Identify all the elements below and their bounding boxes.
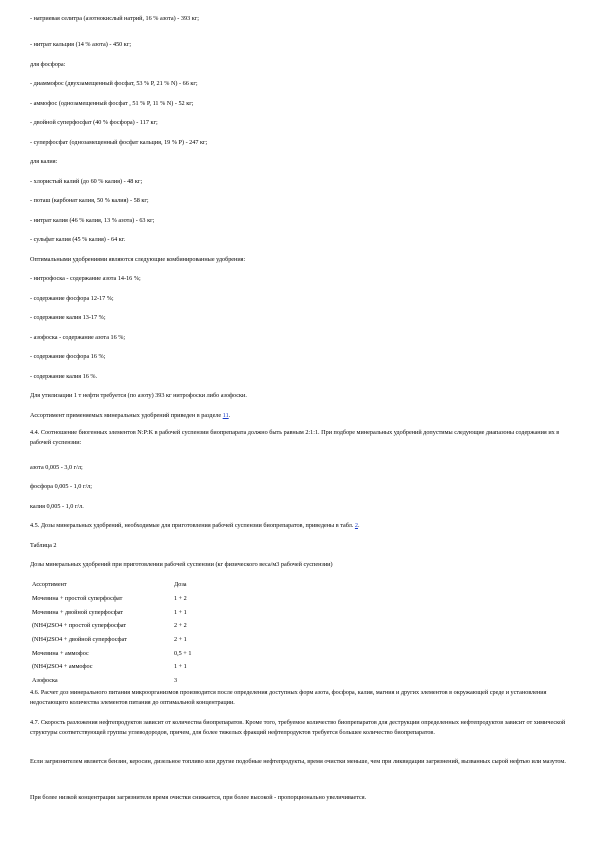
paragraph-4-6: 4.6. Расчет доз минерального питания микроорганизмов производится после определения доступных форм азота, фосфора, калия, магния и других элементов в окружающей среде и установления недостающего количества элементов питания до оптимальной концентрации. [30, 689, 547, 706]
range-phosphorus: фосфора 0,005 - 1,0 г/л; [30, 483, 92, 490]
cell-dose: 2 + 2 [174, 622, 187, 630]
cell-assortment: Азофоска [32, 677, 58, 685]
text-line: - хлористый калий (до 60 % калия) - 48 кг; [30, 178, 143, 185]
cell-dose: 1 + 1 [174, 663, 187, 671]
p45-end: . [358, 522, 360, 529]
text-line: - диаммофос (двухзамещенный фосфат, 53 % Р, 21 % N) - 66 кг; [30, 80, 198, 87]
text-line: - суперфосфат (однозамещенный фосфат кальция, 19 % Р) - 247 кг; [30, 139, 208, 146]
paragraph-4-4: 4.4. Соотношение биогенных элементов N:P:K в рабочей суспензии биопрепарата должно быть равным 2:1:1. При подборе минеральных удобрений допустимы следующие диапазоны содержания их в рабочей суспензии: [30, 429, 560, 446]
text-line: - двойной суперфосфат (40 % фосфора) - 117 кг; [30, 119, 158, 126]
table-row [30, 633, 193, 647]
cell-dose: 3 [174, 677, 178, 685]
range-potassium: калия 0,005 - 1,0 г/л. [30, 503, 84, 510]
cell-assortment: Мочевина + простой суперфосфат [32, 595, 123, 603]
section-11-link[interactable]: 11 [222, 412, 229, 419]
text-line: - нитрофоска - содержание азота 14-16 %; [30, 275, 141, 282]
table-caption: Дозы минеральных удобрений при приготовлении рабочей суспензии (кг физического веса/м3 рабочей суспензии) [30, 561, 333, 568]
cell-assortment: (NH4)2SO4 + простой суперфосфат [32, 622, 127, 630]
header-dose: Доза [174, 581, 187, 589]
cell-assortment: Мочевина + двойной суперфосфат [32, 608, 123, 616]
text-line: - нитрат кальция (14 % азота) - 450 кг; [30, 41, 132, 48]
cell-dose: 1 + 1 [174, 608, 187, 616]
cell-dose: 2 + 1 [174, 636, 187, 644]
cell-assortment: (NH4)2SO4 + двойной суперфосфат [32, 636, 127, 644]
text-line: - содержание фосфора 12-17 %; [30, 295, 114, 302]
text-line: - содержание калия 16 %. [30, 373, 98, 380]
table-row [30, 605, 193, 619]
table-row [30, 660, 193, 674]
table-label: Таблица 2 [30, 542, 57, 549]
paragraph-4-7: 4.7. Скорость разложения нефтепродуктов зависит от количества биопрепаратов. Кроме того, требуемое количество биопрепаратов для деструкции определенных нефтепродуктов зависит от химической структуры соответствующей группы углеводородов, причем, для более тяжелых фракций нефтепродуктов требуется большее количество биопрепаратов. [30, 719, 566, 736]
table-2-link[interactable]: 2 [354, 522, 358, 529]
text-line: - аммофос (однозамещенный фосфат , 51 % Р, 11 % N) - 52 кг; [30, 100, 194, 107]
table-row [30, 619, 193, 633]
assortment-end: . [228, 412, 231, 419]
text-line: - содержание фосфора 16 %; [30, 353, 106, 360]
text-line: для калия: [30, 158, 58, 165]
paragraph-4-5 [30, 522, 360, 530]
text-line: - натриевая селитра (азотнокислый натрий, 16 % азота) - 393 кг; [30, 15, 199, 22]
text-line: - содержание калия 13-17 %; [30, 314, 106, 321]
cell-assortment: Мочевина + аммофос [32, 649, 89, 657]
cell-assortment: (NH4)2SO4 + аммофос [32, 663, 93, 671]
text-line: - нитрат калия (46 % калия, 13 % азота) - 63 кг; [30, 217, 155, 224]
cell-dose: 0,5 + 1 [174, 649, 192, 657]
dose-table [30, 578, 193, 688]
range-nitrogen: азота 0,005 - 3,0 г/л; [30, 464, 83, 471]
text-line: Для утилизации 1 т нефти требуется (по азоту) 393 кг нитрофоски либо азофоски. [30, 392, 247, 399]
text-line: Оптимальными удобрениями являются следующие комбинированные удобрения: [30, 256, 246, 263]
text-line: - поташ (карбонат калия, 50 % калия) - 58 кг; [30, 197, 149, 204]
table-header-row [30, 578, 193, 592]
paragraph-concentration: При более низкой концентрации загрязнителя время очистки снижается, при более высокой - пропорционально увеличивается. [30, 794, 367, 801]
assortment-line [30, 412, 230, 420]
text-line: - сульфат калия (45 % калия) - 64 кг. [30, 236, 126, 243]
text-line: - азофоска - содержание азота 16 %; [30, 334, 126, 341]
table-row [30, 646, 193, 660]
p45-text: 4.5. Дозы минеральных удобрений, необходимые для приготовления рабочей суспензии биопрепаратов, приведены в табл. [30, 522, 355, 529]
header-assortment: Ассортимент [32, 581, 67, 589]
text-line: для фосфора: [30, 61, 66, 68]
paragraph-pollutant-type: Если загрязнителем является бензин, керосин, дизельное топливо или другие подобные нефтепродукты, время очистки меньше, чем при ликвидации загрязнений, вызванных сырой нефтью или мазутом. [30, 758, 566, 765]
table-row [30, 592, 193, 606]
assortment-text: Ассортимент применяемых минеральных удобрений приведен в разделе [30, 412, 223, 419]
table-row [30, 674, 193, 688]
cell-dose: 1 + 2 [174, 595, 187, 603]
